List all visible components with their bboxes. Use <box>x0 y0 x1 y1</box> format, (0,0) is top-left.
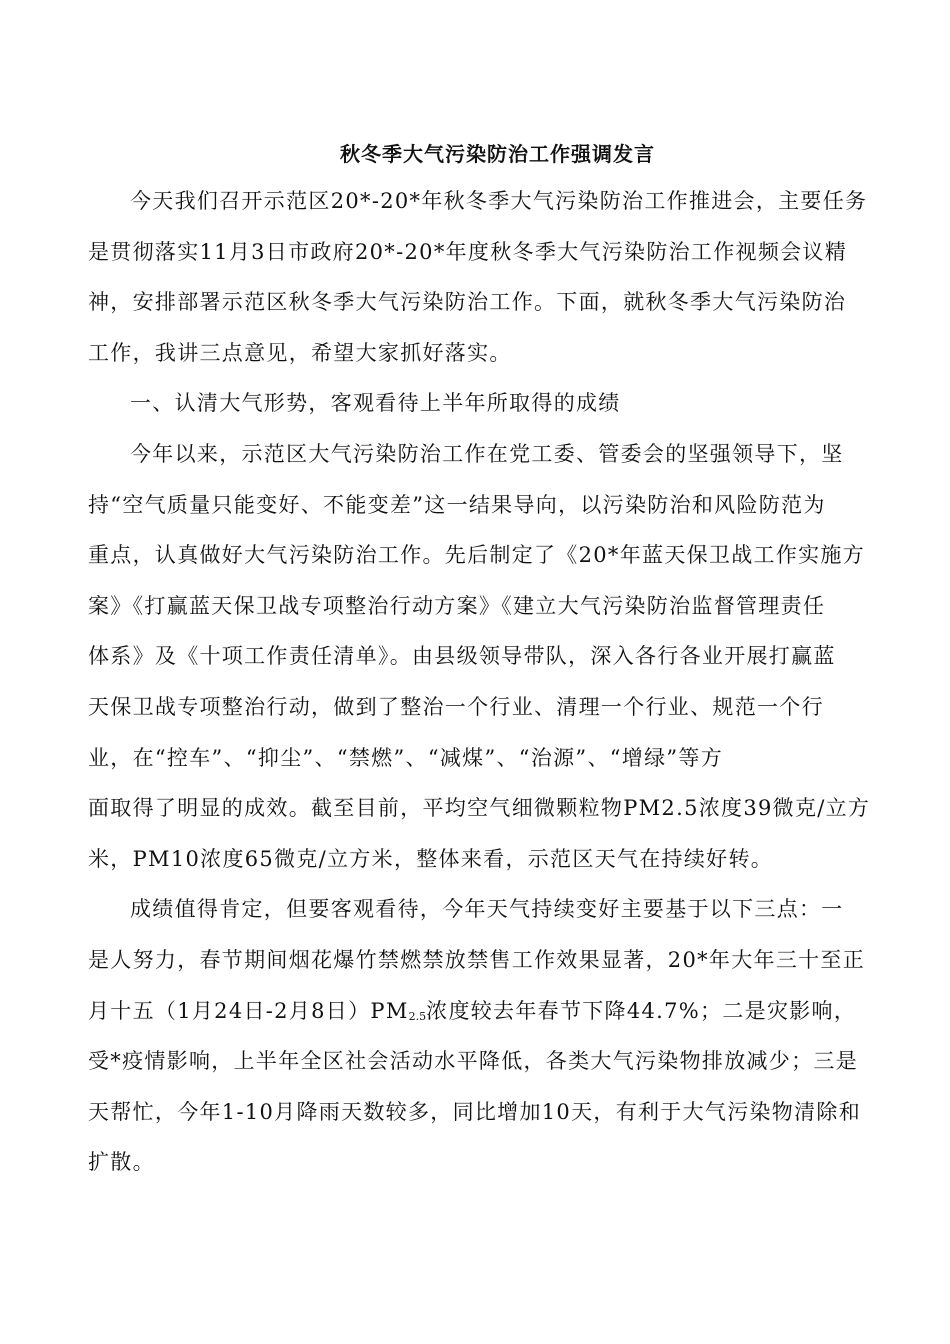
paragraph-line: 天保卫战专项整治行动，做到了整治一个行业、清理一个行业、规范一个行 <box>88 694 824 719</box>
paragraph-line: 是贯彻落实11月3日市政府20*-20*年度秋冬季大气污染防治工作视频会议精 <box>88 239 848 264</box>
paragraph-line: 神，安排部署示范区秋冬季大气污染防治工作。下面，就秋冬季大气污染防治 <box>88 290 847 315</box>
line-text: 浓度较去年春节下降44.7%；二是灾影响， <box>426 998 857 1023</box>
paragraph-line: 今天我们召开示范区20*-20*年秋冬季大气污染防治工作推进会，主要任务 <box>130 189 868 213</box>
pm-subscript: 2.5 <box>408 1009 427 1023</box>
paragraph-line: 工作，我讲三点意见，希望大家抓好落实。 <box>88 340 512 365</box>
paragraph-line: 面取得了明显的成效。截至目前，平均空气细微颗粒物PM2.5浓度39微克/立方 <box>88 796 871 821</box>
paragraph-line: 今年以来，示范区大气污染防治工作在党工委、管委会的坚强领导下，坚 <box>130 441 844 466</box>
paragraph-line: 受*疫情影响，上半年全区社会活动水平降低，各类大气污染物排放减少；三是 <box>88 1049 858 1074</box>
paragraph-line: 业，在“控车”、“抑尘”、“禁燃”、“减煤”、“治源”、“增绿”等方 <box>88 745 724 770</box>
section-heading: 一、认清大气形势，客观看待上半年所取得的成绩 <box>130 391 621 416</box>
paragraph-line: 成绩值得肯定，但要客观看待，今年天气持续变好主要基于以下三点：一 <box>130 897 844 922</box>
paragraph-line: 持“空气质量只能变好、不能变差”这一结果导向，以污染防治和风险防范为 <box>88 492 826 517</box>
document-title: 秋冬季大气污染防治工作强调发言 <box>340 142 655 166</box>
paragraph-line: 案》《打赢蓝天保卫战专项整治行动方案》《建立大气污染防治监督管理责任 <box>88 593 826 618</box>
line-text: 月十五（1月24日-2月8日）PM <box>88 998 409 1023</box>
paragraph-line: 是人努力，春节期间烟花爆竹禁燃禁放禁售工作效果显著，20*年大年三十至正 <box>88 947 866 972</box>
paragraph-line: 体系》及《十项工作责任清单》。由县级领导带队，深入各行各业开展打赢蓝 <box>88 644 836 669</box>
document-body <box>88 181 871 1193</box>
paragraph-line: 扩散。 <box>88 1150 155 1175</box>
paragraph-line: 米，PM10浓度65微克/立方米，整体来看，示范区天气在持续好转。 <box>88 846 774 871</box>
paragraph-line: 天帮忙，今年1-10月降雨天数较多，同比增加10天，有利于大气污染物清除和 <box>88 1099 861 1124</box>
paragraph-line: 重点，认真做好大气污染防治工作。先后制定了《20*年蓝天保卫战工作实施方 <box>88 543 866 568</box>
paragraph-line <box>88 991 868 1042</box>
